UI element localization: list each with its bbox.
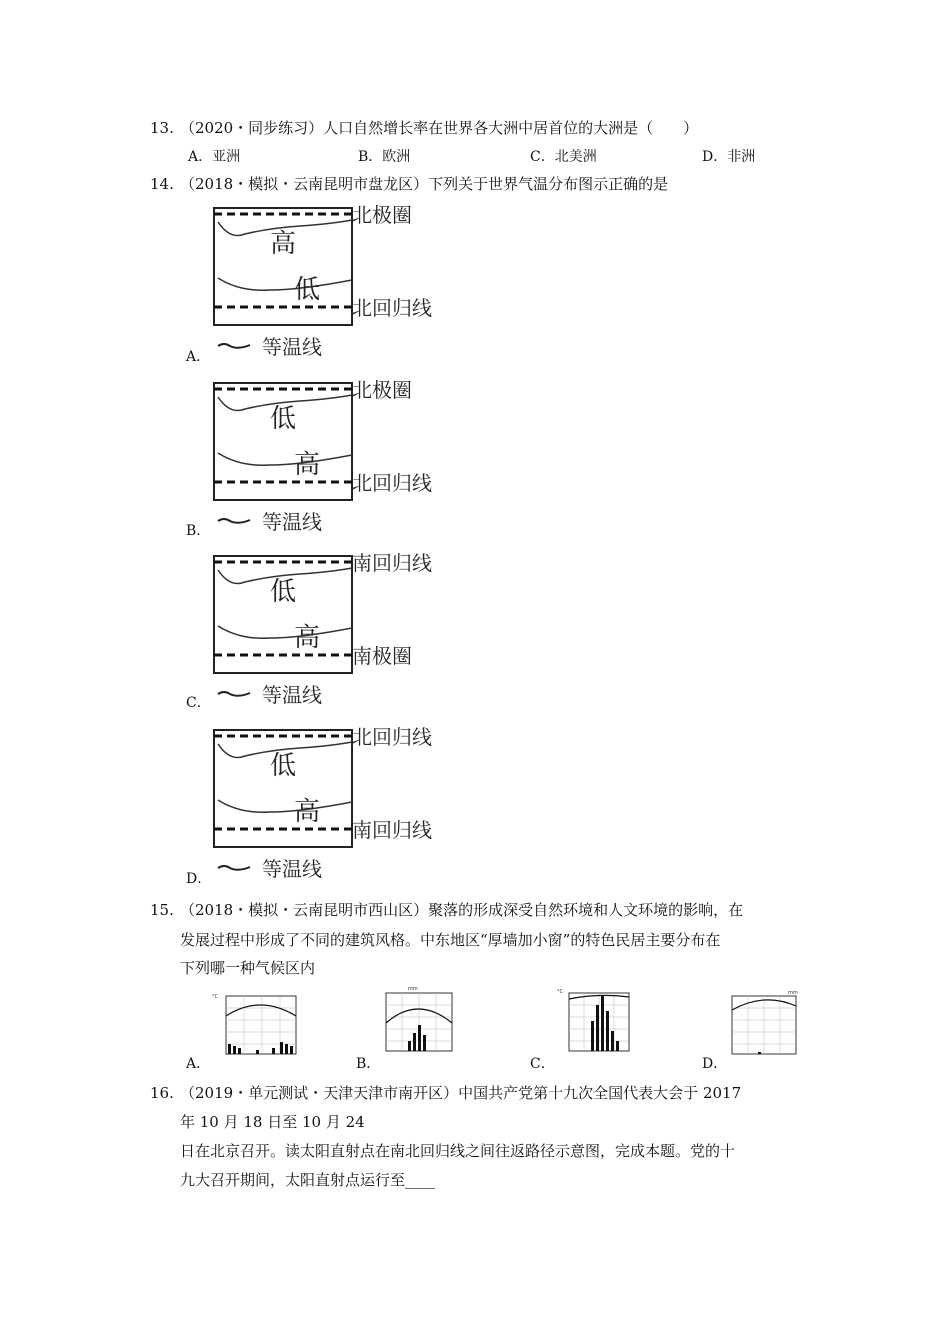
- isotherm-lower: [218, 626, 352, 638]
- q16-line-4: 九大召开期间，太阳直射点运行至____: [180, 1171, 436, 1189]
- bottom-line-label: 南回归线: [352, 818, 432, 842]
- top-line-label: 北回归线: [352, 725, 432, 749]
- q15-line-1: （2018・模拟・云南昆明市西山区）聚落的形成深受自然环境和人文环境的影响，在: [180, 901, 744, 919]
- isotherm-lower: [218, 453, 352, 465]
- q13-option-b[interactable]: B．欧洲: [358, 149, 411, 165]
- legend-label: 等温线: [262, 510, 322, 534]
- svg-text:mm: mm: [408, 986, 418, 992]
- top-line-label: 南回归线: [352, 551, 432, 575]
- upper-word: 高: [270, 229, 297, 259]
- q14-text: （2018・模拟・云南昆明市盘龙区）下列关于世界气温分布图示正确的是: [180, 175, 669, 193]
- q13-option-c[interactable]: C．北美洲: [530, 149, 597, 165]
- isotherm-lower: [218, 278, 352, 290]
- legend-label: 等温线: [262, 683, 322, 707]
- lower-word: 高: [294, 797, 321, 827]
- svg-text:°C: °C: [212, 994, 218, 1000]
- q15-option-a[interactable]: A．: [186, 1056, 211, 1072]
- legend-isotherm-icon: [218, 519, 250, 523]
- q13-text: （2020・同步练习）人口自然增长率在世界各大洲中居首位的大洲是（ ）: [180, 119, 699, 137]
- q14-option-d-diagram[interactable]: [210, 722, 450, 882]
- q14-option-c-letter[interactable]: C．: [186, 695, 211, 711]
- q16-number: 16.: [150, 1084, 174, 1102]
- top-line-label: 北极圈: [352, 203, 412, 227]
- legend-label: 等温线: [262, 857, 322, 881]
- q14-option-b-diagram[interactable]: [210, 375, 450, 535]
- q14-number: 14.: [150, 175, 174, 193]
- legend-isotherm-icon: [218, 692, 250, 696]
- q13-option-a[interactable]: A．亚洲: [188, 149, 241, 165]
- q15-climate-chart-c[interactable]: [555, 985, 647, 1060]
- legend-isotherm-icon: [218, 344, 250, 348]
- top-line-label: 北极圈: [352, 378, 412, 402]
- lower-word: 高: [294, 450, 321, 480]
- q15-line-3: 下列哪一种气候区内: [180, 959, 316, 977]
- q15-climate-chart-d[interactable]: [728, 990, 820, 1065]
- q15-option-d[interactable]: D．: [702, 1056, 728, 1072]
- svg-text:°C: °C: [557, 989, 563, 995]
- q14-option-a-letter[interactable]: A．: [186, 349, 211, 365]
- bottom-line-label: 南极圈: [352, 644, 412, 668]
- bottom-line-label: 北回归线: [352, 471, 432, 495]
- q16-line-1: （2019・单元测试・天津天津市南开区）中国共产党第十九次全国代表大会于 2017: [180, 1084, 742, 1102]
- q13-option-d[interactable]: D．非洲: [702, 149, 756, 165]
- isotherm-lower: [218, 800, 352, 812]
- q16-line-2: 年 10 月 18 日至 10 月 24: [180, 1113, 365, 1131]
- legend-label: 等温线: [262, 335, 322, 359]
- q15-line-2: 发展过程中形成了不同的建筑风格。中东地区“厚墙加小窗”的特色民居主要分布在: [180, 931, 721, 949]
- bottom-line-label: 北回归线: [352, 296, 432, 320]
- lower-word: 低: [294, 275, 321, 305]
- q15-climate-chart-a[interactable]: [210, 990, 302, 1065]
- upper-word: 低: [270, 577, 297, 607]
- upper-word: 低: [270, 751, 297, 781]
- q14-option-a-diagram[interactable]: [210, 200, 450, 360]
- q15-number: 15.: [150, 901, 174, 919]
- q16-line-3: 日在北京召开。读太阳直射点在南北回归线之间往返路径示意图，完成本题。党的十: [180, 1142, 736, 1160]
- lower-word: 高: [294, 623, 321, 653]
- q15-option-c[interactable]: C．: [530, 1056, 555, 1072]
- svg-text:mm: mm: [788, 990, 798, 996]
- upper-word: 低: [270, 404, 297, 434]
- legend-isotherm-icon: [218, 866, 250, 870]
- q14-option-c-diagram[interactable]: [210, 548, 450, 708]
- q15-option-b[interactable]: B．: [356, 1056, 381, 1072]
- q14-option-b-letter[interactable]: B．: [186, 523, 211, 539]
- q14-option-d-letter[interactable]: D．: [186, 871, 212, 887]
- q15-climate-chart-b[interactable]: [378, 985, 470, 1060]
- q13-number: 13.: [150, 119, 174, 137]
